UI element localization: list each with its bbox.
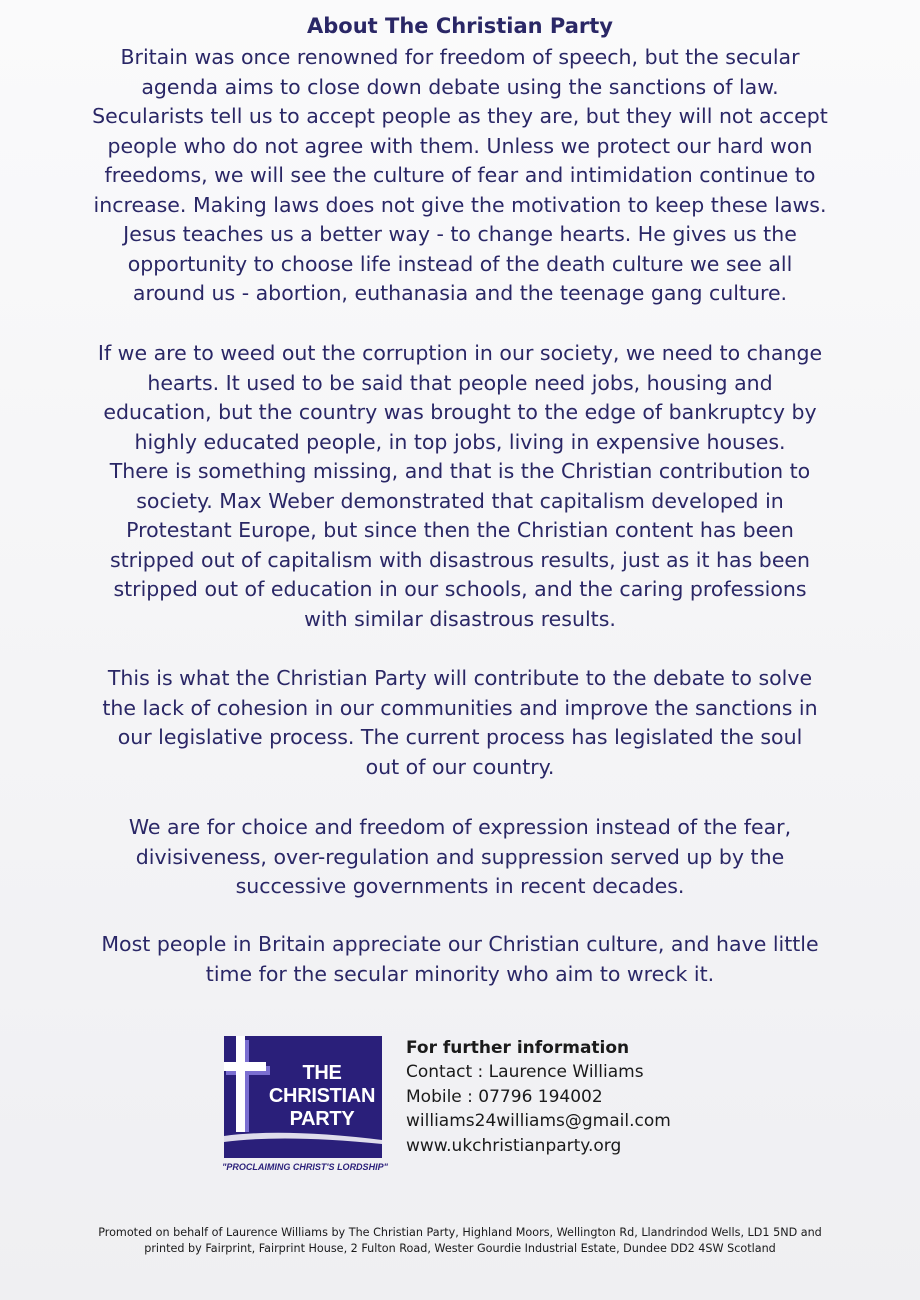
logo-tagline: "PROCLAIMING CHRIST'S LORDSHIP" <box>222 1162 388 1172</box>
paragraph-line: agenda aims to close down debate using the sanctions of law. <box>141 74 779 99</box>
paragraph-line: Secularists tell us to accept people as they are, but they will not accept <box>92 104 828 128</box>
imprint-line-2: printed by Fairprint, Fairprint House, 2 Fulton Road, Wester Gourdie Industrial Estate, Dundee DD2 4SW Scotland <box>144 1242 776 1255</box>
paragraph-line: the lack of cohesion in our communities and improve the sanctions in <box>102 695 818 720</box>
paragraph-line: This is what the Christian Party will contribute to the debate to solve <box>107 666 813 690</box>
paragraph-line: stripped out of capitalism with disastrous results, just as it has been <box>109 547 811 572</box>
paragraph-line: Protestant Europe, but since then the Christian content has been <box>126 518 794 542</box>
paragraph-line: out of our country. <box>365 754 555 779</box>
paragraph-line: stripped out of education in our schools, and the caring professions <box>113 577 807 601</box>
paragraph-line: hearts. It used to be said that people need jobs, housing and <box>147 370 773 395</box>
paragraph-line: people who do not agree with them. Unless we protect our hard won <box>107 133 813 158</box>
paragraph-line: freedoms, we will see the culture of fear and intimidation continue to <box>104 163 816 187</box>
paragraph-line: time for the secular minority who aim to wreck it. <box>205 961 715 986</box>
contact-website: www.ukchristianparty.org <box>406 1135 622 1156</box>
paragraph-line: our legislative process. The current process has legislated the soul <box>117 725 803 749</box>
paragraph-line: If we are to weed out the corruption in our society, we need to change <box>97 341 823 365</box>
logo-line-the: THE <box>302 1062 342 1084</box>
paragraph-line: divisiveness, over-regulation and suppression served up by the <box>135 844 785 869</box>
paragraph-line: successive governments in recent decades. <box>235 874 685 898</box>
paragraph-line: opportunity to choose life instead of the death culture we see all <box>127 251 793 276</box>
paragraph-line: society. Max Weber demonstrated that capitalism developed in <box>136 488 784 513</box>
paragraph-line: increase. Making laws does not give the motivation to keep these laws. <box>93 192 827 217</box>
paragraph-line: We are for choice and freedom of expression instead of the fear, <box>128 815 792 839</box>
imprint-notice <box>20 1225 900 1257</box>
page-title: About The Christian Party <box>306 14 613 38</box>
contact-name: Contact : Laurence Williams <box>406 1062 644 1082</box>
paragraph-1 <box>30 43 890 309</box>
paragraph-line: education, but the country was brought to the edge of bankruptcy by <box>103 400 817 424</box>
paragraph-4 <box>30 813 890 902</box>
paragraph-5 <box>30 930 890 989</box>
logo-wordmark <box>264 1062 380 1131</box>
paragraph-line: highly educated people, in top jobs, living in expensive houses. <box>134 429 786 454</box>
contact-email: williams24williams@gmail.com <box>406 1111 671 1131</box>
contact-heading: For further information <box>406 1038 630 1058</box>
contact-block <box>406 1036 766 1158</box>
christian-party-logo <box>224 1036 382 1158</box>
paragraph-line: Jesus teaches us a better way - to change hearts. He gives us the <box>123 222 797 246</box>
paragraph-line: There is something missing, and that is the Christian contribution to <box>109 459 811 483</box>
logo-line-christian: CHRISTIAN <box>268 1085 376 1107</box>
paragraph-line: around us - abortion, euthanasia and the teenage gang culture. <box>132 281 788 305</box>
contact-mobile: Mobile : 07796 194002 <box>406 1086 603 1107</box>
paragraph-2 <box>30 339 890 634</box>
paragraph-line: Britain was once renowned for freedom of speech, but the secular <box>120 45 800 69</box>
logo-line-party: PARTY <box>289 1108 355 1130</box>
paragraph-line: with similar disastrous results. <box>304 606 616 631</box>
imprint-line-1: Promoted on behalf of Laurence Williams by The Christian Party, Highland Moors, Wellington Rd, Llandrindod Wells, LD1 5ND and <box>98 1226 822 1239</box>
paragraph-3 <box>30 664 890 782</box>
paragraph-line: Most people in Britain appreciate our Christian culture, and have little <box>101 932 819 956</box>
